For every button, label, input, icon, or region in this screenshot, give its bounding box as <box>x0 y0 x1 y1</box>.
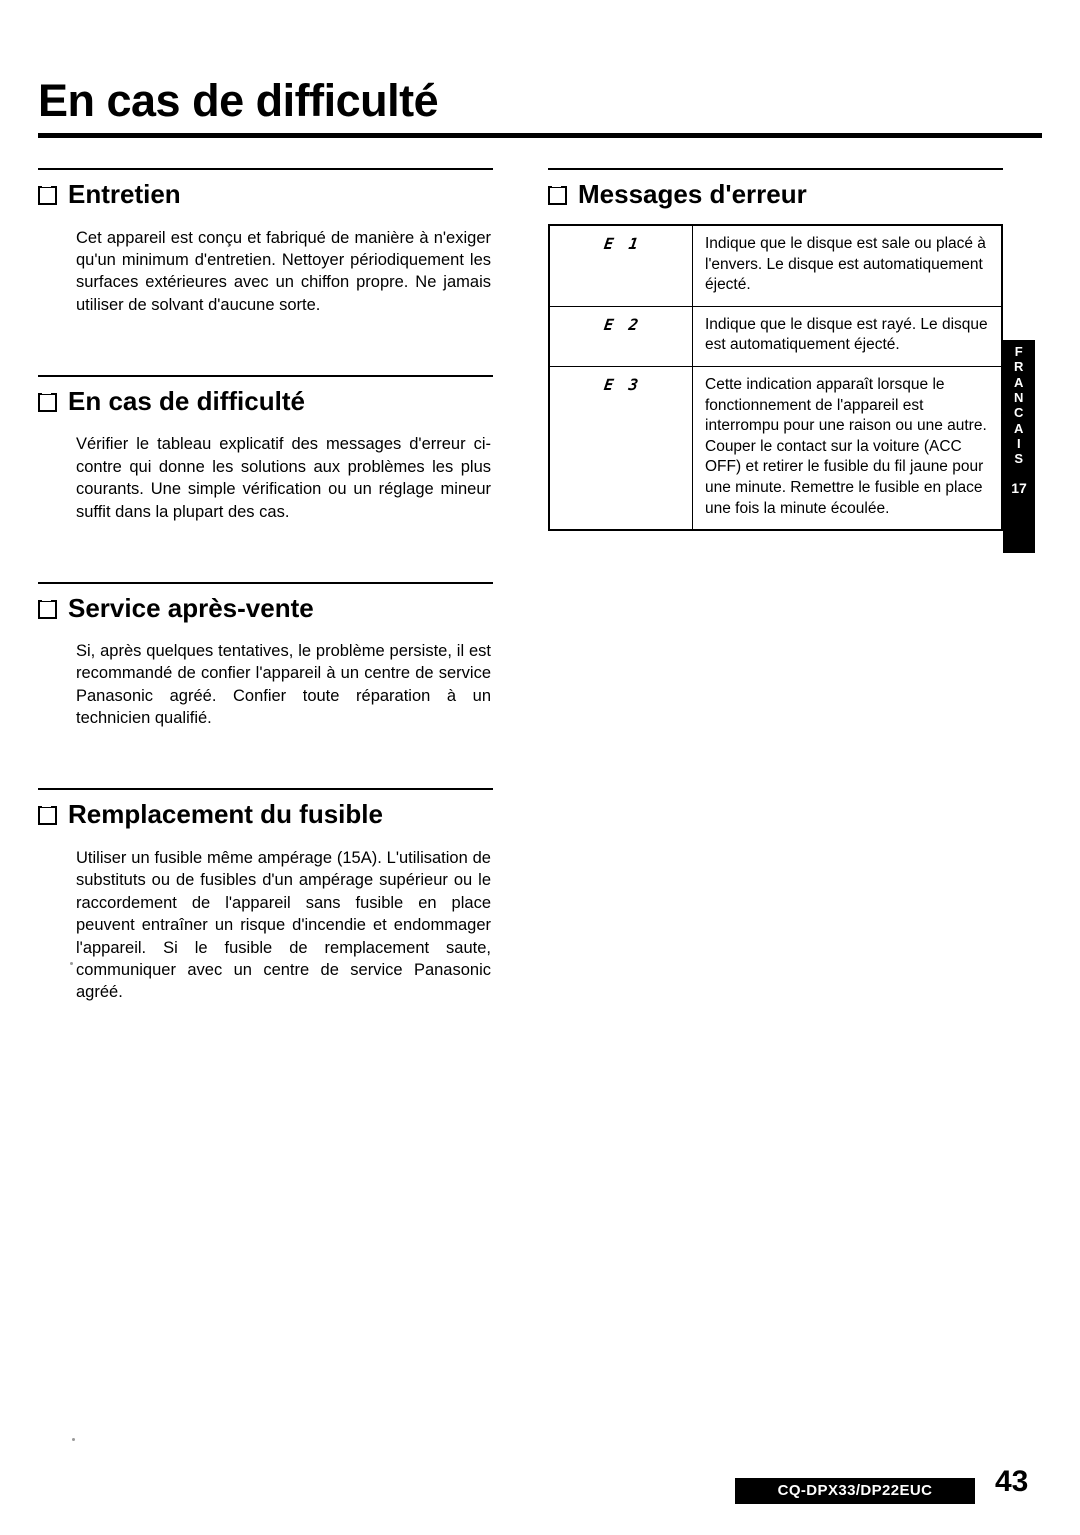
side-tab-letter: F <box>1014 344 1024 359</box>
section-title: Entretien <box>68 179 181 209</box>
side-tab-letter: A <box>1014 374 1024 390</box>
error-description-cell: Cette indication apparaît lorsque le fonctionnement de l'appareil est interrompu pour une raison ou une autre. Couper le contact sur la voiture (ACC OFF) et retirer le fusible du fil jaune pour une minute. Remettre le fusible en place une fois la minute écoulée. <box>693 367 1003 531</box>
side-tab-letter: A <box>1014 420 1024 436</box>
square-bullet-icon <box>38 393 57 412</box>
left-column <box>38 168 493 1020</box>
section-heading <box>38 179 493 210</box>
section-divider <box>38 788 493 790</box>
square-bullet-icon <box>38 600 57 619</box>
square-bullet-icon <box>38 806 57 825</box>
error-code: E 2 <box>602 315 642 334</box>
square-bullet-icon <box>38 186 57 205</box>
section-divider <box>548 168 1003 170</box>
section-title: En cas de difficulté <box>68 385 305 416</box>
error-code: E 3 <box>602 376 642 395</box>
side-tab-letter: R <box>1014 359 1024 375</box>
section-heading <box>38 593 493 624</box>
section-divider <box>38 582 493 584</box>
spacer <box>38 540 493 582</box>
table-row <box>549 225 1002 306</box>
title-divider <box>38 133 1042 138</box>
side-tab-letter: C <box>1014 405 1024 421</box>
section-messages-derreur <box>548 168 1008 531</box>
error-code-cell <box>549 306 693 366</box>
section-body: Cet appareil est conçu et fabriqué de manière à n'exiger qu'un minimum d'entretien. Nettoyer périodiquement les surfaces extérieures avec un chiffon propre. Ne jamais utiliser de solvant d'aucune sorte. <box>76 228 491 314</box>
section-divider <box>38 375 493 377</box>
section-body: Utiliser un fusible même ampérage (15A). L'utilisation de substituts ou de fusibles d'un ampérage supérieur ou le raccordement de l'appareil sans fusible en place peuvent entraîner un risque d'incendie et endommager l'appareil. Si le fusible de remplacement saute, communiquer avec un centre de service Panasonic agréé. <box>76 848 491 1002</box>
section-en-cas-de-difficulte <box>38 375 493 523</box>
section-body: Si, après quelques tentatives, le problème persiste, il est recommandé de confier l'appareil à un centre de service Panasonic agréé. Confier toute réparation à un technicien qualifié. <box>76 642 491 728</box>
error-description-cell: Indique que le disque est rayé. Le disque est automatiquement éjecté. <box>693 306 1003 366</box>
right-column <box>548 168 1008 535</box>
scan-speck <box>72 1438 75 1441</box>
error-code-cell <box>549 367 693 531</box>
scan-speck <box>70 962 73 965</box>
side-tab-page-number: 17 <box>1011 479 1027 496</box>
error-message-table <box>548 224 1003 531</box>
section-title: Service après-vente <box>68 592 314 623</box>
side-tab-letter: N <box>1014 389 1024 405</box>
error-code-cell <box>549 225 693 306</box>
error-code: E 1 <box>602 235 642 253</box>
language-side-tab <box>1003 340 1035 553</box>
page-title: En cas de difficulté <box>38 75 439 127</box>
spacer <box>38 333 493 375</box>
section-title: Messages d'erreur <box>578 179 807 209</box>
spacer <box>38 746 493 788</box>
section-title: Remplacement du fusible <box>68 799 383 830</box>
section-body: Vérifier le tableau explicatif des messages d'erreur ci-contre qui donne les solutions aux problèmes les plus courants. Une simple vérification ou un réglage mineur suffit dans la plupart des cas. <box>76 435 491 521</box>
section-remplacement-du-fusible <box>38 788 493 1004</box>
section-heading <box>548 179 1008 210</box>
page-number: 43 <box>995 1465 1029 1498</box>
table-row <box>549 306 1002 366</box>
section-entretien <box>38 168 493 316</box>
side-tab-letter: I <box>1016 435 1022 451</box>
square-bullet-icon <box>548 186 567 205</box>
section-service-apres-vente <box>38 582 493 730</box>
section-heading <box>38 799 493 830</box>
table-row <box>549 367 1002 531</box>
section-divider <box>38 168 493 170</box>
error-description-cell: Indique que le disque est sale ou placé à l'envers. Le disque est automatiquement éjecté. <box>693 225 1003 306</box>
model-code-badge: CQ-DPX33/DP22EUC <box>735 1478 975 1504</box>
section-heading <box>38 386 493 417</box>
side-tab-letter: S <box>1014 451 1024 467</box>
